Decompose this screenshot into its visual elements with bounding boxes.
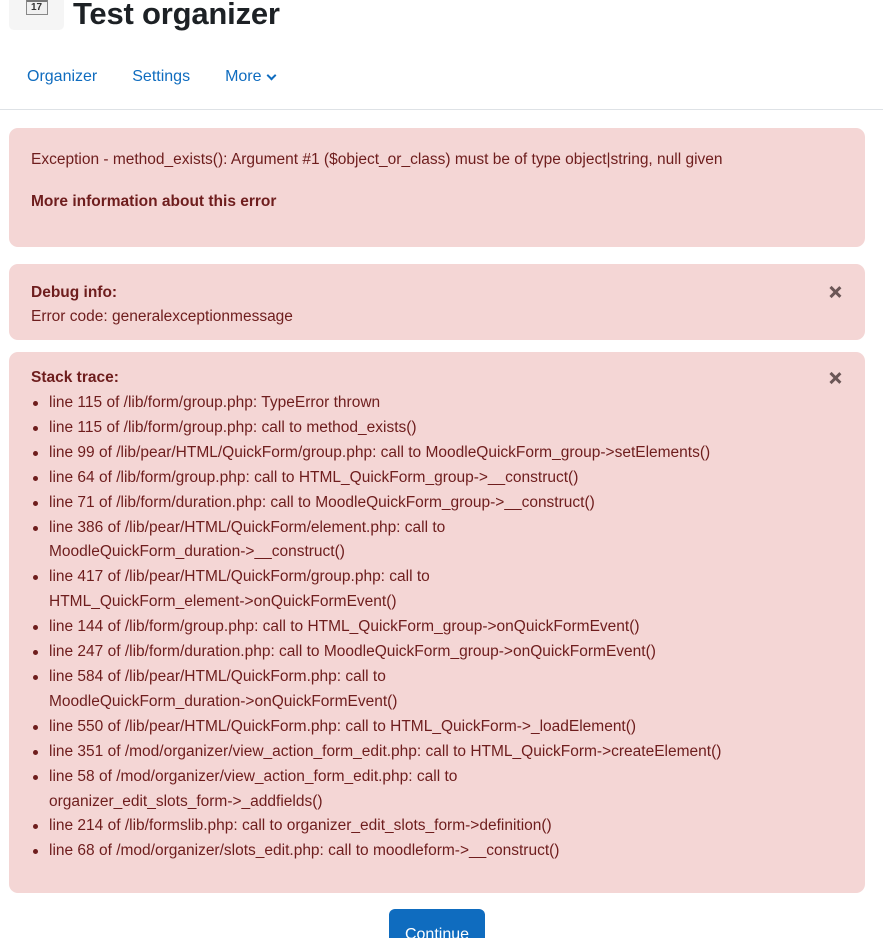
more-info-link[interactable]: More information about this error bbox=[31, 193, 277, 210]
stack-trace-line: line 64 of /lib/form/group.php: call to HTML_QuickForm_group->__construct() bbox=[31, 466, 843, 491]
stack-trace-line: line 550 of /lib/pear/HTML/QuickForm.php: call to HTML_QuickForm->_loadElement() bbox=[31, 715, 843, 740]
chevron-down-icon bbox=[266, 71, 276, 81]
nav-item-organizer[interactable] bbox=[27, 66, 97, 88]
stack-trace-line: line 115 of /lib/form/group.php: TypeError thrown bbox=[31, 391, 843, 416]
stack-trace-line: line 584 of /lib/pear/HTML/QuickForm.php: call to MoodleQuickForm_duration->onQuickFormEvent() bbox=[31, 665, 843, 715]
nav-item-label: Settings bbox=[132, 68, 191, 85]
stack-trace-title: Stack trace: bbox=[31, 369, 119, 386]
calendar-icon: 17 bbox=[26, 0, 48, 15]
stack-trace-line: line 144 of /lib/form/group.php: call to HTML_QuickForm_group->onQuickFormEvent() bbox=[31, 615, 843, 640]
stack-trace-line: line 58 of /mod/organizer/view_action_form_edit.php: call to organizer_edit_slots_form->_addfields() bbox=[31, 765, 843, 815]
stack-trace-line: line 99 of /lib/pear/HTML/QuickForm/group.php: call to MoodleQuickForm_group->setElements() bbox=[31, 441, 843, 466]
debug-info-body: Error code: generalexceptionmessage bbox=[31, 308, 293, 325]
stack-trace-line: line 247 of /lib/form/duration.php: call to MoodleQuickForm_group->onQuickFormEvent() bbox=[31, 640, 843, 665]
close-icon[interactable] bbox=[827, 370, 843, 386]
nav-item-more[interactable] bbox=[225, 66, 274, 88]
stack-trace-line: line 68 of /mod/organizer/slots_edit.php: call to moodleform->__construct() bbox=[31, 839, 843, 864]
debug-info-alert bbox=[9, 264, 865, 340]
activity-icon-container bbox=[9, 0, 64, 30]
debug-info-title: Debug info: bbox=[31, 284, 118, 301]
stack-trace-alert bbox=[9, 352, 865, 893]
stack-trace-line: line 386 of /lib/pear/HTML/QuickForm/element.php: call to MoodleQuickForm_duration->__construct() bbox=[31, 516, 843, 566]
stack-trace-line: line 351 of /mod/organizer/view_action_form_edit.php: call to HTML_QuickForm->createElement() bbox=[31, 740, 843, 765]
stack-trace-line: line 417 of /lib/pear/HTML/QuickForm/group.php: call to HTML_QuickForm_element->onQuickFormEvent() bbox=[31, 565, 843, 615]
stack-trace-line: line 71 of /lib/form/duration.php: call to MoodleQuickForm_group->__construct() bbox=[31, 491, 843, 516]
stack-trace-line: line 214 of /lib/formslib.php: call to organizer_edit_slots_form->definition() bbox=[31, 814, 843, 839]
stack-trace-list bbox=[31, 391, 843, 864]
continue-button[interactable]: Continue bbox=[389, 909, 485, 938]
nav-item-label: More bbox=[225, 68, 262, 85]
page-title: Test organizer bbox=[73, 0, 280, 31]
error-message: Exception - method_exists(): Argument #1 ($object_or_class) must be of type object|string, null given bbox=[31, 151, 723, 168]
nav-item-label: Organizer bbox=[27, 68, 98, 85]
close-icon[interactable] bbox=[827, 284, 843, 300]
error-alert bbox=[9, 128, 865, 247]
page-header bbox=[0, 0, 883, 110]
stack-trace-line: line 115 of /lib/form/group.php: call to method_exists() bbox=[31, 416, 843, 441]
secondary-navigation bbox=[27, 66, 275, 88]
nav-item-settings[interactable] bbox=[132, 66, 190, 88]
